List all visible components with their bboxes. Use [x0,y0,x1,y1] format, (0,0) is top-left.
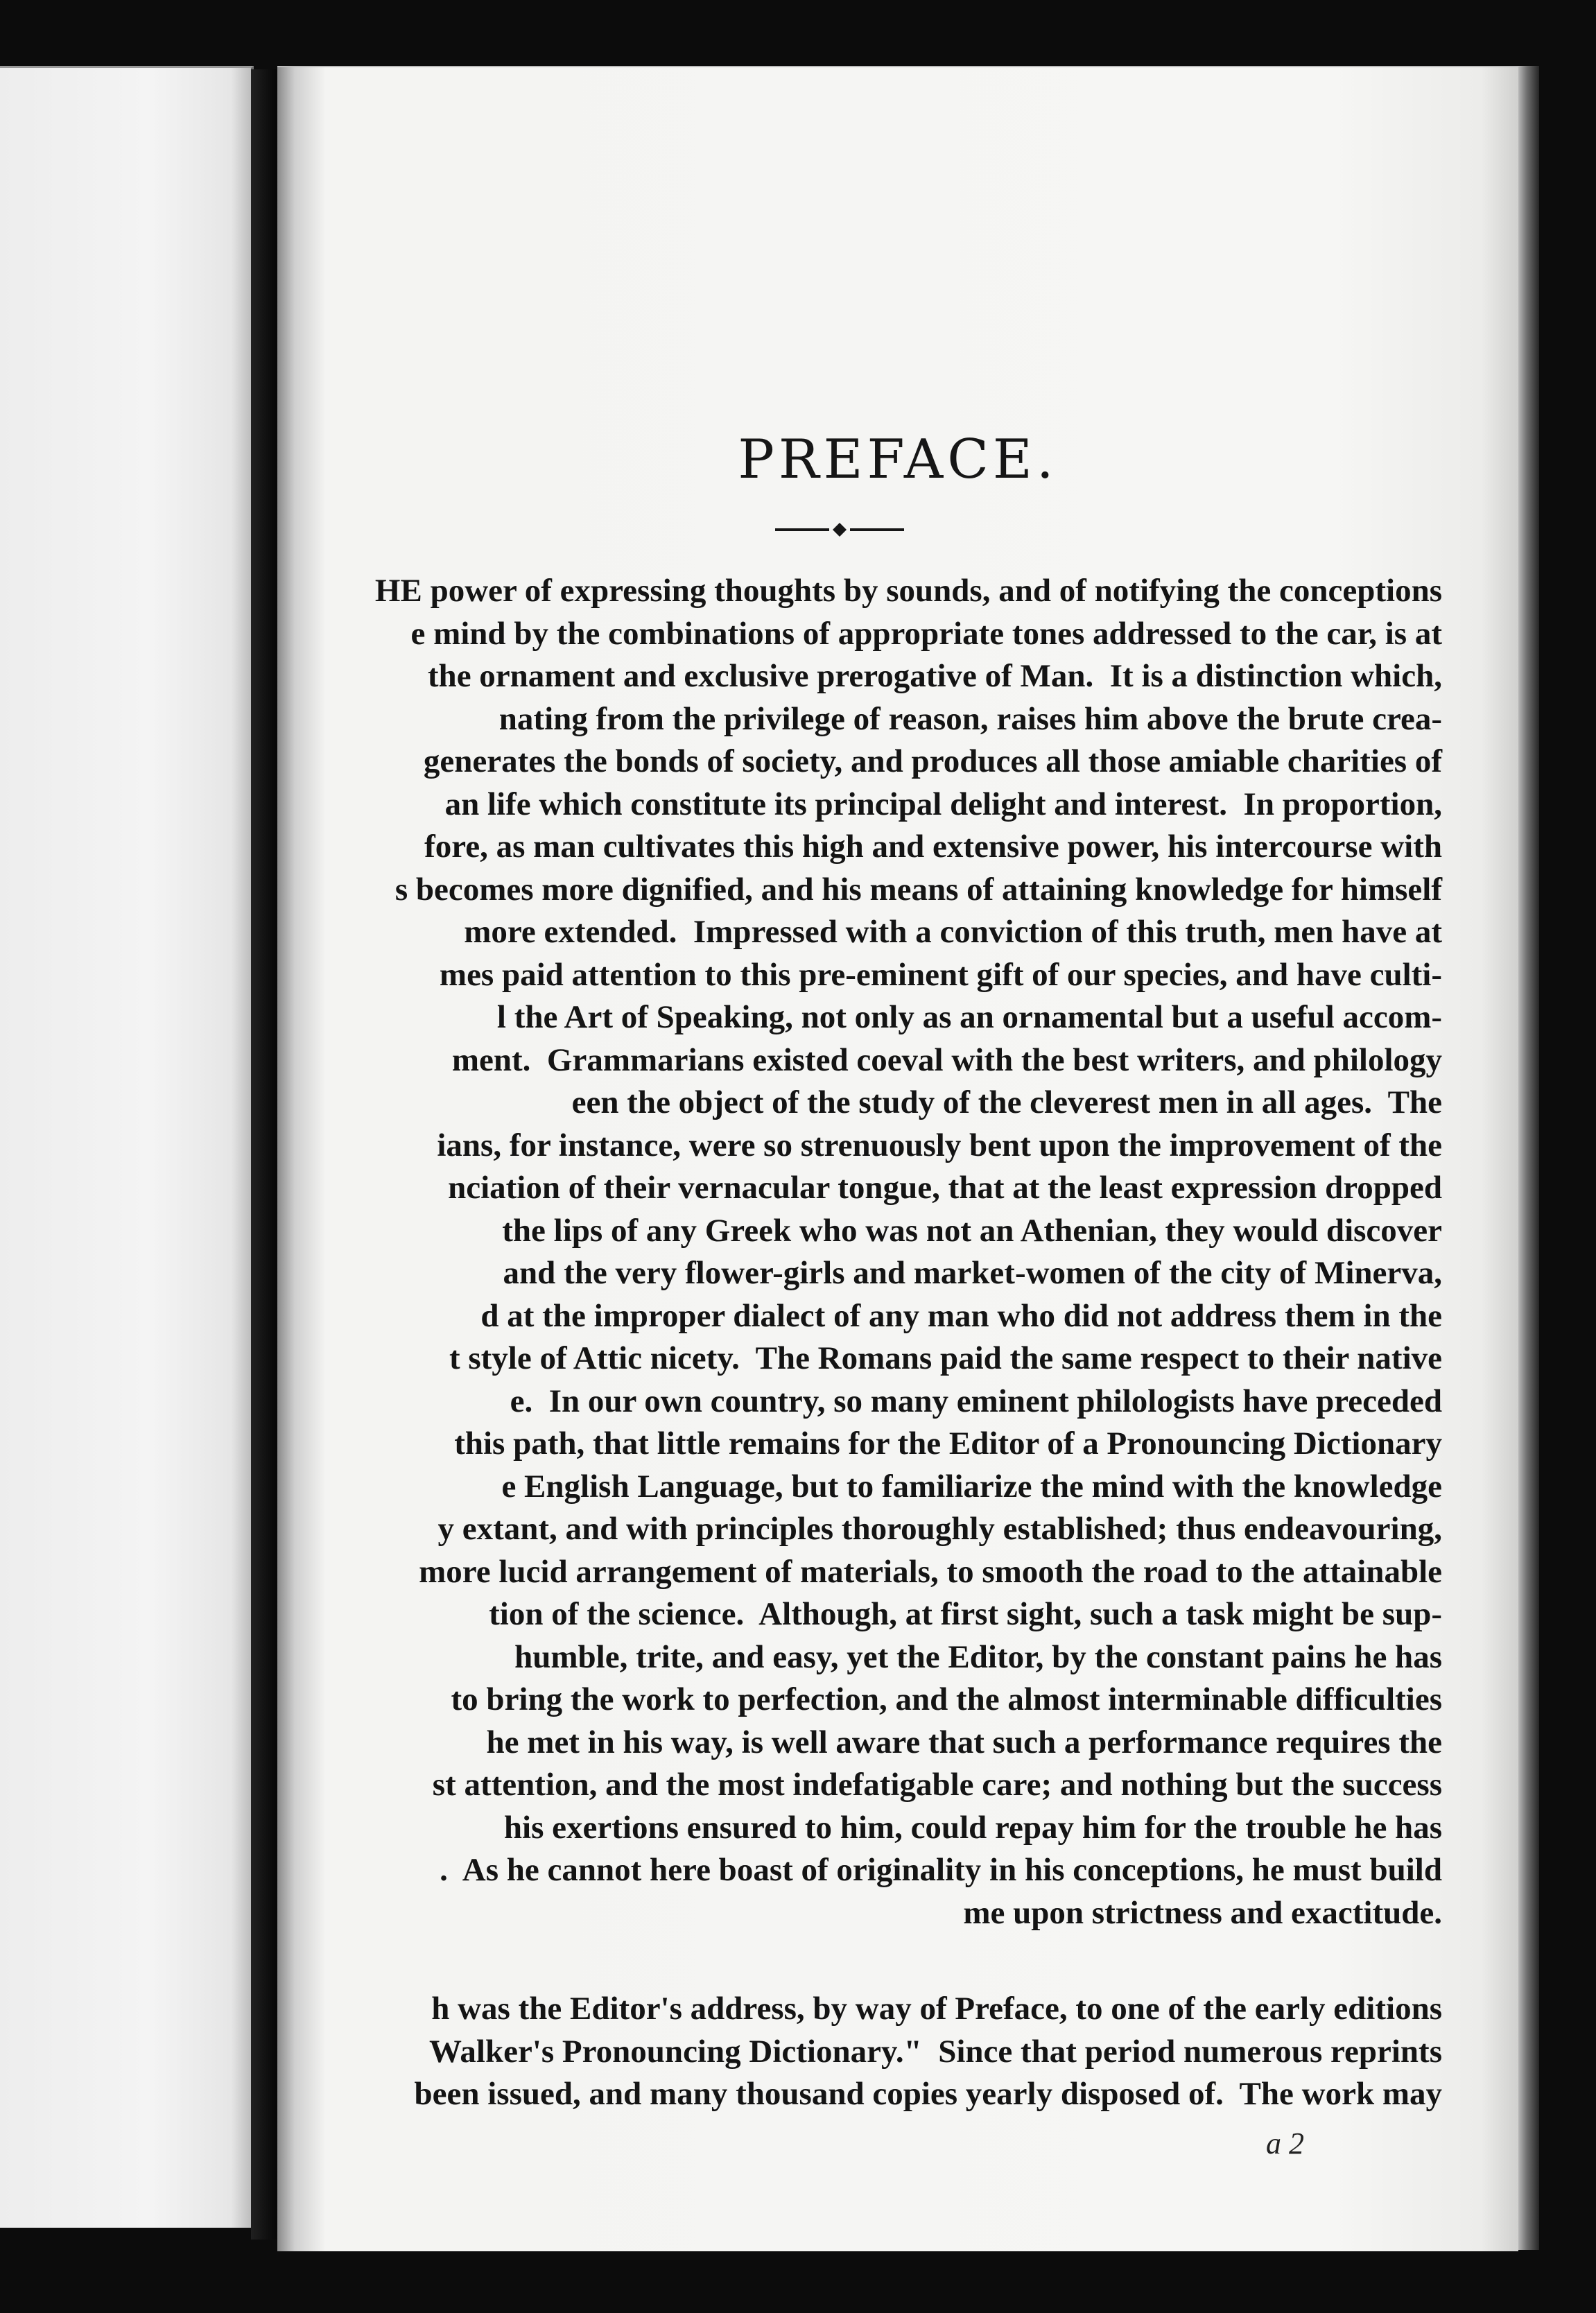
text-line: ians, for instance, were so strenuously bent upon the improvement of the [437,1127,1442,1163]
text-line: more extended. Impressed with a conviction of this truth, men have at [464,914,1442,950]
text-line: the ornament and exclusive prerogative of Man. It is a distinction which, [427,658,1442,694]
preface-paragraph-1 [277,570,1442,1934]
text-line: me upon strictness and exactitude. [963,1894,1442,1931]
text-line: s becomes more dignified, and his means of attaining knowledge for himself [394,871,1442,908]
text-line: een the object of the study of the cleverest men in all ages. The [571,1084,1442,1120]
text-line: e. In our own country, so many eminent philologists have preceded [510,1383,1442,1419]
text-line: humble, trite, and easy, yet the Editor, by the constant pains he has [514,1638,1442,1675]
page-signature: a 2 [1266,2126,1304,2160]
text-line: nating from the privilege of reason, raises him above the brute crea- [498,700,1442,737]
text-line: to bring the work to perfection, and the almost interminable difficulties [451,1681,1442,1717]
text-line: t style of Attic nicety. The Romans paid the same respect to their native [449,1340,1442,1376]
preface-paragraph-2 [277,1988,1442,2116]
text-line: l the Art of Speaking, not only as an ornamental but a useful accom- [496,999,1442,1035]
text-line: generates the bonds of society, and produces all those amiable charities of [423,743,1442,779]
text-line: st attention, and the most indefatigable care; and nothing but the success [432,1767,1442,1803]
text-line: e mind by the combinations of appropriate tones addressed to the car, is at [410,615,1442,652]
text-line: h was the Editor's address, by way of Preface, to one of the early editions [431,1991,1442,2027]
text-line: and the very flower-girls and market-women of the city of Minerva, [503,1255,1442,1291]
ornament-divider [775,521,904,538]
text-line: tion of the science. Although, at first sight, such a task might be sup- [489,1596,1442,1632]
page-edge-shadow [1518,66,1539,2250]
text-line: more lucid arrangement of materials, to smooth the road to the attainable [419,1553,1442,1590]
text-line: . As he cannot here boast of originality in his conceptions, he must build [440,1852,1442,1888]
text-line: e English Language, but to familiarize the mind with the knowledge [501,1468,1442,1505]
text-line: Walker's Pronouncing Dictionary." Since that period numerous reprints [429,2033,1442,2070]
text-line: HE power of expressing thoughts by sounds, and of notifying the conceptions [374,573,1442,609]
text-line: nciation of their vernacular tongue, that at the least expression dropped [448,1170,1442,1206]
blank-left-page [0,66,254,2228]
text-line: mes paid attention to this pre-eminent gift of our species, and have culti- [439,956,1442,993]
text-line: an life which constitute its principal delight and interest. In proportion, [444,786,1442,822]
text-line: this path, that little remains for the Editor of a Pronouncing Dictionary [454,1426,1442,1462]
text-line: his exertions ensured to him, could repay him for the trouble he has [503,1809,1442,1846]
text-line: d at the improper dialect of any man who did not address them in the [480,1297,1442,1334]
text-line: y extant, and with principles thoroughly established; thus endeavouring, [437,1511,1442,1547]
text-line: fore, as man cultivates this high and extensive power, his intercourse with [424,829,1442,865]
text-line: ment. Grammarians existed coeval with the best writers, and philology [451,1041,1442,1078]
text-line: the lips of any Greek who was not an Athenian, they would discover [502,1212,1442,1249]
text-line: been issued, and many thousand copies yearly disposed of. The work may [414,2076,1442,2112]
page-title: PREFACE. [738,428,1058,491]
text-line: he met in his way, is well aware that such a performance requires the [486,1724,1442,1760]
